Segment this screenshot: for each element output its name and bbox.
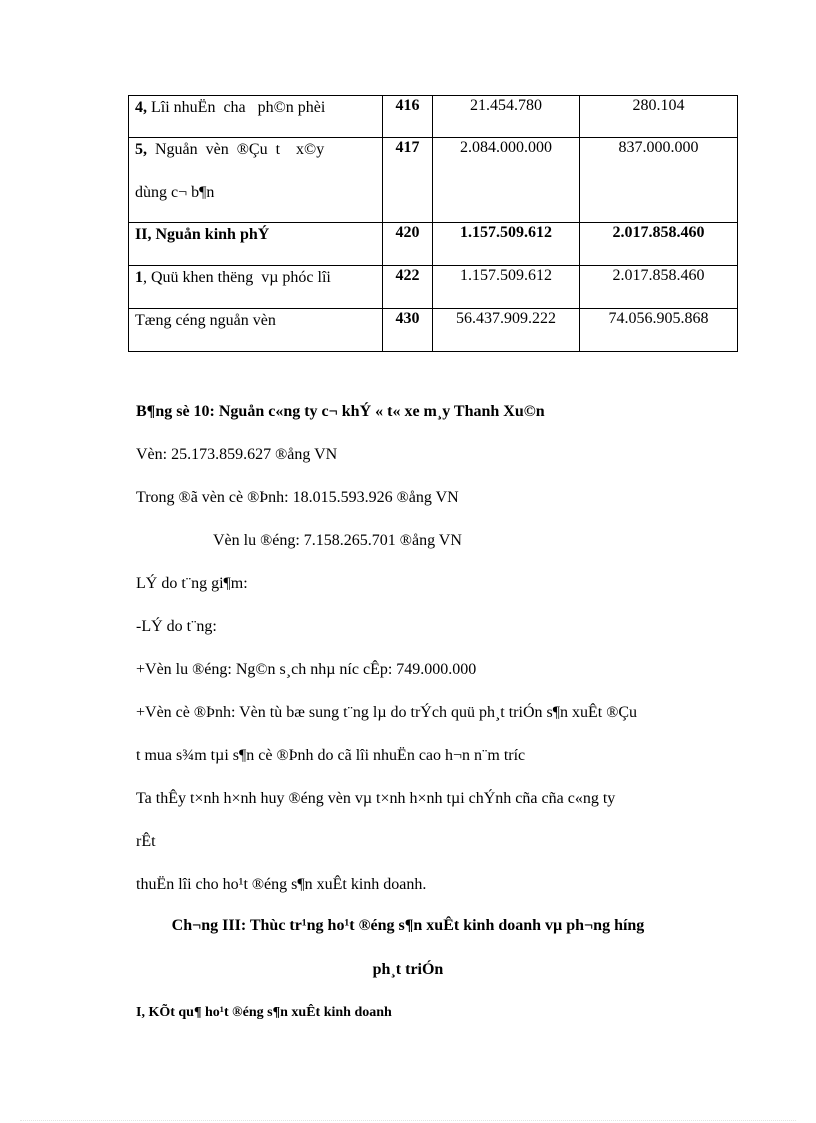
working-capital-increase: +Vèn lu ®éng: Ng©n s¸ch nhµ níc cÊp: 749.000.000 bbox=[136, 661, 477, 678]
row-value-end: 280.104 bbox=[580, 96, 738, 138]
fixed-capital-increase-line2: t mua s¾m tµi s¶n cè ®Þnh do cã lîi nhuËn cao h¬n n¨m tríc bbox=[136, 747, 526, 764]
row-label bbox=[129, 223, 383, 266]
table-row bbox=[129, 223, 738, 266]
capital-line: Vèn: 25.173.859.627 ®ång VN bbox=[136, 446, 338, 463]
row-value-end: 74.056.905.868 bbox=[580, 309, 738, 352]
section-title: I, KÕt qu¶ ho¹t ®éng s¶n xuÊt kinh doanh bbox=[136, 1005, 392, 1020]
row-label bbox=[129, 138, 383, 223]
conclusion-line1: Ta thÊy t×nh h×nh huy ®éng vèn vµ t×nh h×nh tµi chÝnh cña cña c«ng ty bbox=[136, 790, 616, 807]
reason-heading: LÝ do t¨ng gi¶m: bbox=[136, 575, 248, 592]
chapter-title-line1: Ch¬ng III: Thùc tr¹ng ho¹t ®éng s¶n xuÊt kinh doanh vµ ph¬ng híng bbox=[171, 917, 645, 934]
table-row bbox=[129, 138, 738, 223]
row-value-start: 1.157.509.612 bbox=[433, 223, 580, 266]
row-label-text bbox=[135, 309, 376, 332]
row-code: 420 bbox=[383, 223, 433, 266]
row-label-prefix: 5, bbox=[135, 141, 147, 158]
row-value-end: 2.017.858.460 bbox=[580, 266, 738, 309]
row-value-end: 837.000.000 bbox=[580, 138, 738, 223]
row-code: 417 bbox=[383, 138, 433, 223]
row-label-rest: Lîi nhuËn cha ph©n phèi bbox=[147, 99, 326, 116]
row-label-rest: Tæng céng nguån vèn bbox=[135, 312, 276, 329]
row-label-prefix: 1 bbox=[135, 269, 143, 286]
row-label-text bbox=[135, 96, 376, 119]
row-value-start: 21.454.780 bbox=[433, 96, 580, 138]
row-label-continuation: dùng c¬ b¶n bbox=[135, 184, 215, 201]
row-label-prefix: 4, bbox=[135, 99, 147, 116]
chapter-title-line2: ph¸t triÓn bbox=[372, 961, 444, 978]
row-label-text bbox=[135, 138, 376, 161]
row-label bbox=[129, 96, 383, 138]
row-value-start: 1.157.509.612 bbox=[433, 266, 580, 309]
row-value-start: 2.084.000.000 bbox=[433, 138, 580, 223]
page-bottom-rule bbox=[20, 1120, 796, 1121]
row-label-rest: , Quü khen thëng vµ phóc lîi bbox=[143, 269, 331, 286]
working-capital-line: Vèn lu ®éng: 7.158.265.701 ®ång VN bbox=[213, 532, 462, 549]
row-value-start: 56.437.909.222 bbox=[433, 309, 580, 352]
row-code: 430 bbox=[383, 309, 433, 352]
conclusion-line3: thuËn lîi cho ho¹t ®éng s¶n xuÊt kinh doanh. bbox=[136, 876, 427, 893]
fixed-capital-increase-line1: +Vèn cè ®Þnh: Vèn tù bæ sung t¨ng lµ do trÝch quü ph¸t triÓn s¶n xuÊt ®Çu bbox=[136, 704, 638, 721]
row-label-rest: Nguån vèn ®Çu t x©y bbox=[147, 141, 325, 158]
row-label-text bbox=[135, 266, 376, 289]
capital-source-table bbox=[128, 95, 738, 352]
row-code: 416 bbox=[383, 96, 433, 138]
table-row bbox=[129, 309, 738, 352]
conclusion-line2: rÊt bbox=[136, 833, 156, 850]
fixed-capital-line: Trong ®ã vèn cè ®Þnh: 18.015.593.926 ®ång VN bbox=[136, 489, 459, 506]
row-label-prefix: II, Nguån kinh phÝ bbox=[135, 226, 270, 243]
row-label bbox=[129, 309, 383, 352]
table-row bbox=[129, 266, 738, 309]
row-label bbox=[129, 266, 383, 309]
row-label-text bbox=[135, 223, 376, 246]
reason-increase: -LÝ do t¨ng: bbox=[136, 618, 217, 635]
table-row bbox=[129, 96, 738, 138]
row-code: 422 bbox=[383, 266, 433, 309]
row-value-end: 2.017.858.460 bbox=[580, 223, 738, 266]
table-heading: B¶ng sè 10: Nguån c«ng ty c¬ khÝ « t« xe m¸y Thanh Xu©n bbox=[136, 403, 545, 420]
